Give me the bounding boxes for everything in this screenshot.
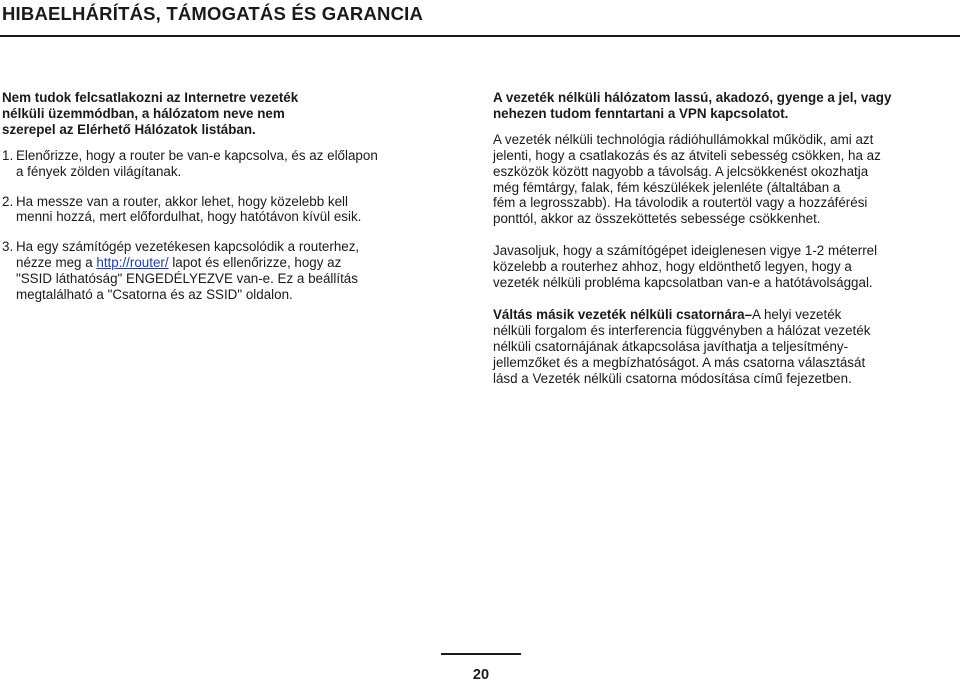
heading-line: nélküli üzemmódban, a hálózatom neve nem — [2, 105, 285, 121]
title-divider — [0, 35, 960, 37]
step-text: lapot és ellenőrizze, hogy az — [168, 255, 342, 271]
paragraph-line: ponttól, akkor az összeköttetés sebessége csökkenhet. — [493, 211, 821, 227]
paragraph-line: fém a legrosszabb). Ha távolodik a routertöl vagy a hozzáférési — [493, 195, 868, 211]
step-line — [16, 255, 442, 271]
heading-line: szerepel az Elérhető Hálózatok listában. — [2, 121, 256, 137]
step-number: 1. — [2, 147, 14, 163]
paragraph-line: eszközök között nagyobb a távolság. A jelcsökkenést okozhatja — [493, 163, 869, 179]
step-number: 3. — [2, 239, 14, 255]
step-line: "SSID láthatóság" ENGEDÉLYEZVE van-e. Ez a beállítás — [16, 271, 358, 287]
step-3 — [2, 239, 442, 303]
heading-line: nehezen tudom fenntartani a VPN kapcsolatot. — [493, 105, 789, 121]
paragraph-line: nélküli csatornájának átkapcsolása javíthatja a teljesítmény- — [493, 338, 849, 354]
step-1 — [2, 148, 442, 180]
paragraph-line: közelebb a routerhez ahhoz, hogy eldönthető legyen, hogy a — [493, 259, 852, 275]
paragraph-line: még fémtárgy, falak, fém készülékek jelenléte (általtában a — [493, 179, 841, 195]
step-text: Ha egy számítógép vezetékesen kapcsolódik a routerhez, — [16, 239, 360, 255]
left-column — [2, 90, 442, 303]
paragraph-line: Javasoljuk, hogy a számítógépet ideiglenesen vigye 1-2 méterrel — [493, 243, 878, 259]
page-title: HIBAELHÁRÍTÁS, TÁMOGATÁS ÉS GARANCIA — [2, 3, 424, 24]
paragraph-recommendation — [493, 243, 953, 291]
right-question-heading — [493, 90, 953, 122]
paragraph-line: lásd a Vezeték nélküli csatorna módosítása című fejezetben. — [493, 370, 852, 386]
paragraph-line: A vezeték nélküli technológia rádióhullámokkal működik, ami azt — [493, 131, 874, 147]
step-2 — [2, 194, 442, 226]
page-number-divider — [441, 653, 521, 655]
step-number: 2. — [2, 193, 14, 209]
left-question-heading — [2, 90, 442, 138]
step-line — [2, 147, 442, 164]
paragraph-line: jellemzőket és a megbízhatóságot. A más csatorna választását — [493, 354, 866, 370]
step-text: Ha messze van a router, akkor lehet, hogy közelebb kell — [16, 193, 348, 209]
page-number: 20 — [472, 667, 490, 683]
paragraph-line: vezeték nélküli probléma kapcsolatban van-e a hatótávolsággal. — [493, 275, 873, 291]
paragraph-channel-switch — [493, 307, 953, 387]
step-line — [2, 239, 442, 255]
step-line: menni hozzá, mert előfordulhat, hogy hatótávon kívül esik. — [16, 209, 362, 225]
paragraph-text: A helyi vezeték — [752, 306, 842, 322]
right-column — [493, 90, 953, 387]
paragraph-line: nélküli forgalom és interferencia függvényben a hálózat vezeték — [493, 322, 871, 338]
step-line: megtalálható a "Csatorna és az SSID" oldalon. — [16, 287, 293, 303]
paragraph-range — [493, 132, 953, 227]
step-line: a fények zölden világítanak. — [16, 163, 182, 179]
step-line — [2, 193, 442, 210]
paragraph-line: jelenti, hogy a csatlakozás és az átviteli sebesség csökken, ha az — [493, 147, 881, 163]
router-link[interactable]: http://router/ — [96, 255, 169, 271]
step-text: Elenőrizze, hogy a router be van-e kapcsolva, és az előlapon — [16, 147, 378, 163]
heading-line: Nem tudok felcsatlakozni az Internetre vezeték — [2, 90, 299, 105]
channel-switch-heading: Váltás másik vezeték nélküli csatornára– — [493, 306, 753, 322]
heading-line: A vezeték nélküli hálózatom lassú, akadozó, gyenge a jel, vagy — [493, 90, 892, 105]
paragraph-line — [493, 307, 953, 323]
step-text: nézze meg a — [16, 255, 97, 271]
